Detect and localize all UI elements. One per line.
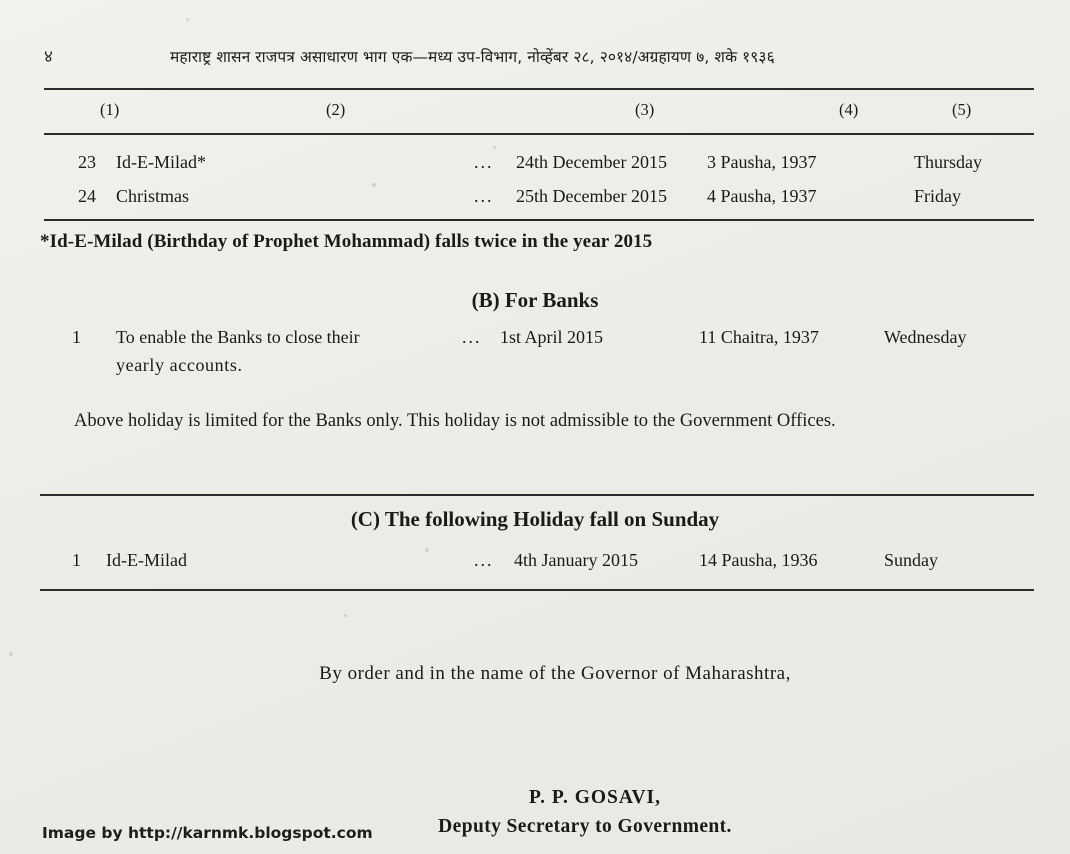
section-c-bottom-rule: [40, 589, 1034, 591]
column-number-row: [44, 100, 1034, 122]
table-top-rule: [44, 88, 1034, 90]
bank-note: [40, 405, 1022, 438]
bank-note-text: Above holiday is limited for the Banks only. This holiday is not admissible to the Government Offices.: [74, 411, 836, 431]
column-number-1: (1): [100, 100, 120, 119]
sunday-serial: 1: [72, 550, 81, 570]
bank-text: To enable the Banks to close their: [116, 327, 360, 347]
row-serial: 23: [78, 152, 96, 172]
row-day: Thursday: [914, 152, 982, 172]
signatory-title: Deputy Secretary to Government.: [438, 816, 732, 837]
sunday-holiday: Id-E-Milad: [106, 550, 187, 570]
page-number: ४: [44, 47, 53, 67]
bank-serial: 1: [72, 327, 81, 347]
paper-speck: [9, 652, 13, 656]
section-c-heading: (C) The following Holiday fall on Sunday: [350, 507, 720, 531]
bank-date: 1st April 2015: [500, 327, 604, 347]
bank-text-line2: yearly accounts.: [116, 355, 243, 375]
row-serial: 24: [78, 186, 96, 206]
column-number-2: (2): [326, 100, 346, 119]
paper-speck: [425, 548, 429, 552]
row-holiday: Christmas: [116, 186, 190, 206]
bank-day: Wednesday: [884, 327, 967, 347]
table-row: [44, 152, 1034, 182]
footnote: *Id-E-Milad (Birthday of Prophet Mohammad) falls twice in the year 2015: [40, 231, 653, 252]
table-header-rule: [44, 133, 1034, 135]
table-row: [44, 186, 1034, 216]
paper-speck: [186, 18, 189, 21]
gazette-header: महाराष्ट्र शासन राजपत्र असाधारण भाग एक—मध्य उप-विभाग, नोव्हेंबर २८, २०१४/अग्रहायण ७, शके १९३६: [170, 48, 775, 66]
sunday-date: 4th January 2015: [514, 550, 638, 570]
table-bottom-rule: [44, 219, 1034, 221]
by-order-line: By order and in the name of the Governor of Maharashtra,: [319, 663, 791, 684]
sunday-day: Sunday: [884, 550, 938, 570]
paper-speck: [344, 614, 347, 617]
bank-dots: ...: [462, 327, 482, 347]
bank-saka: 11 Chaitra, 1937: [699, 327, 819, 347]
column-number-3: (3): [635, 100, 655, 119]
row-day: Friday: [914, 186, 961, 206]
signatory-name: P. P. GOSAVI,: [528, 787, 662, 808]
row-dots: ...: [474, 152, 494, 172]
row-saka: 4 Pausha, 1937: [707, 186, 817, 206]
image-credit: Image by http://karnmk.blogspot.com: [42, 824, 373, 842]
row-date: 25th December 2015: [516, 186, 667, 206]
row-holiday: Id-E-Milad*: [116, 152, 206, 172]
section-b-heading: (B) For Banks: [471, 288, 599, 312]
row-date: 24th December 2015: [516, 152, 667, 172]
row-saka: 3 Pausha, 1937: [707, 152, 817, 172]
column-number-4: (4): [839, 100, 859, 119]
column-number-5: (5): [952, 100, 972, 119]
sunday-saka: 14 Pausha, 1936: [699, 550, 818, 570]
sunday-dots: ...: [474, 550, 494, 570]
paper-speck: [493, 146, 496, 149]
row-dots: ...: [474, 186, 494, 206]
section-divider-rule: [40, 494, 1034, 496]
